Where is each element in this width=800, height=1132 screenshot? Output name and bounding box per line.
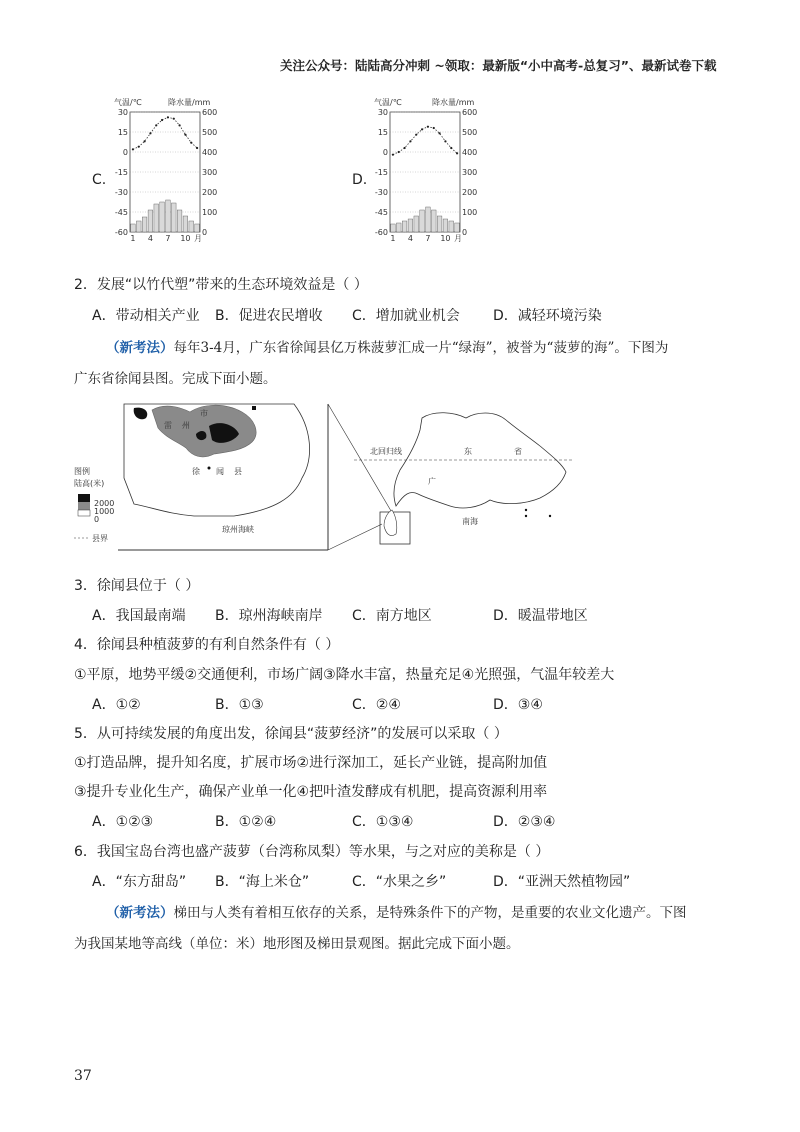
precip-tick-label: 300 [462,168,478,177]
temp-point [403,147,405,149]
map-label-xian: 县 [234,467,242,476]
map-label-sea: 南海 [462,517,478,526]
precip-tick-label: 100 [202,208,218,217]
q4-option-a[interactable]: A．①② [92,697,141,713]
q3-option-b[interactable]: B．琼州海峡南岸 [215,608,323,624]
passage-2-line-2: 为我国某地等高线（单位：米）地形图及梯田景观图。据此完成下面小题。 [74,936,520,952]
precip-bar [160,202,165,232]
precip-bar [455,223,460,232]
legend-title: 图例 [74,467,90,476]
q5-option-b[interactable]: B．①②④ [215,814,277,830]
q5-option-d[interactable]: D．②③④ [493,814,556,830]
temp-tick-label: -45 [374,208,388,217]
precip-bar [437,216,442,232]
temperature-line [133,117,197,149]
option-c-label: C. [92,172,107,188]
q3-option-a[interactable]: A．我国最南端 [92,608,186,624]
temp-point [155,124,157,126]
precip-tick-label: 200 [202,188,218,197]
precip-bar [391,224,396,232]
legend-county-line: 县界 [92,534,108,543]
q6-option-d[interactable]: D．“亚洲天然植物园” [493,874,631,890]
precip-tick-label: 300 [202,168,218,177]
precip-bar [183,216,188,232]
month-tick-label: 1 [390,234,396,243]
page-number: 37 [74,1068,92,1084]
q3-option-c[interactable]: C．南方地区 [352,608,432,624]
precip-bar [426,207,431,232]
q3-option-d[interactable]: D．暖温带地区 [493,608,588,624]
q6-option-b[interactable]: B．“海上米仓” [215,874,310,890]
temp-point [409,140,411,142]
q5-option-a[interactable]: A．①②③ [92,814,154,830]
temp-point [190,142,192,144]
precip-bar [131,224,136,232]
temp-tick-label: -30 [374,188,388,197]
q2-option-b[interactable]: B．促进农民增收 [215,308,323,324]
month-tick-label: 10 [440,234,451,243]
temp-point [138,146,140,148]
temperature-line [393,127,457,155]
legend-2000: 2000 [94,499,115,508]
temp-tick-label: 0 [382,148,388,157]
temp-point [444,140,446,142]
option-d-label: D. [352,172,368,188]
question-2-stem: 2．发展“以竹代塑”带来的生态环境效益是（ ） [74,277,368,293]
temp-point [433,127,435,129]
precip-tick-label: 400 [462,148,478,157]
precip-bar [166,200,171,232]
temp-tick-label: -45 [114,208,128,217]
precip-tick-label: 400 [202,148,218,157]
passage-1-line-2: 广东省徐闻县图。完成下面小题。 [74,371,277,387]
q2-option-c[interactable]: C．增加就业机会 [352,308,460,324]
question-4-statements: ①平原，地势平缓②交通便利，市场广阔③降水丰富，热量充足④光照强，气温年较差大 [74,667,615,683]
precip-tick-label: 0 [462,228,468,237]
temp-tick-label: -60 [374,228,388,237]
legend-0: 0 [94,515,100,524]
map-label-tropic: 北回归线 [370,447,402,456]
temp-point [167,116,169,118]
temp-tick-label: 30 [377,108,388,117]
new-method-tag: （新考法） [106,340,174,356]
map-label-lei: 雷 [164,421,172,430]
temp-tick-label: 30 [117,108,128,117]
temp-point [149,132,151,134]
question-5-statement-2: ③提升专业化生产，确保产业单一化④把叶渣发酵成有机肥，提高资源利用率 [74,784,548,800]
precip-tick-label: 500 [202,128,218,137]
precip-tick-label: 0 [202,228,208,237]
temp-point [427,126,429,128]
month-tick-label: 10 [180,234,191,243]
month-tick-label: 月 [194,234,202,243]
temp-point [178,124,180,126]
question-5-statement-1: ①打造品牌，提升知名度，扩展市场②进行深加工，延长产业链，提高附加值 [74,755,548,771]
question-5-stem: 5．从可持续发展的角度出发，徐闻县“菠萝经济”的发展可以采取（ ） [74,726,508,742]
temp-point [415,134,417,136]
q4-option-d[interactable]: D．③④ [493,697,543,713]
precip-bar [449,221,454,232]
q6-option-c[interactable]: C．“水果之乡” [352,874,447,890]
climate-chart-c [110,95,220,245]
precip-tick-label: 600 [202,108,218,117]
temp-tick-label: -30 [114,188,128,197]
temp-tick-label: -15 [114,168,128,177]
map-label-zhou: 州 [182,421,190,430]
month-tick-label: 1 [130,234,136,243]
precip-bar [148,210,153,232]
precip-bar [408,219,413,232]
map-label-xu: 徐 [192,467,200,476]
precip-bar [195,224,200,232]
map-label-wen: 闻 [216,467,224,476]
temp-point [398,151,400,153]
q4-option-b[interactable]: B．①③ [215,697,264,713]
map-label-dong: 东 [464,447,472,456]
temp-point [173,118,175,120]
q6-option-a[interactable]: A．“东方甜岛” [92,874,187,890]
temp-point [392,154,394,156]
precip-bar [414,216,419,232]
temp-axis-title: 气温/℃ [374,98,402,107]
xuwen-county-map [74,398,574,554]
map-label-strait: 琼州海峡 [222,525,254,534]
guangdong-outline [394,413,566,508]
precip-bar [171,203,176,232]
month-tick-label: 月 [454,234,462,243]
temp-point [132,148,134,150]
month-tick-label: 4 [407,234,413,243]
precip-bar [443,219,448,232]
precip-bar [142,217,147,232]
precip-axis-title: 降水量/mm [168,98,211,107]
temp-point [456,152,458,154]
temp-tick-label: -60 [114,228,128,237]
month-tick-label: 7 [165,234,171,243]
legend-subtitle: 陆高(米) [74,479,105,488]
question-6-stem: 6．我国宝岛台湾也盛产菠萝（台湾称凤梨）等水果，与之对应的美称是（ ） [74,844,550,860]
passage-1-line-1: （新考法）每年3-4月，广东省徐闻县亿万株菠萝汇成一片“绿海”，被誉为“菠萝的海”。下图为 [106,340,669,356]
new-method-tag: （新考法） [106,905,174,921]
precip-bar [402,221,407,232]
precip-tick-label: 200 [462,188,478,197]
question-3-stem: 3．徐闻县位于（ ） [74,578,200,594]
temp-tick-label: 15 [117,128,128,137]
map-label-shi: 市 [200,409,208,418]
q4-option-c[interactable]: C．②④ [352,697,401,713]
precip-tick-label: 500 [462,128,478,137]
temp-point [143,140,145,142]
temp-point [184,134,186,136]
temp-axis-title: 气温/℃ [114,98,142,107]
precip-bar [420,210,425,232]
precip-bar [431,210,436,232]
question-4-stem: 4．徐闻县种植菠萝的有利自然条件有（ ） [74,637,340,653]
temp-point [450,147,452,149]
precip-bar [189,221,194,232]
q2-option-d[interactable]: D．减轻环境污染 [493,308,602,324]
precip-bar [136,221,141,232]
climate-chart-d [370,95,480,245]
precip-tick-label: 600 [462,108,478,117]
temp-tick-label: 0 [122,148,128,157]
temp-tick-label: -15 [374,168,388,177]
q5-option-c[interactable]: C．①③④ [352,814,414,830]
page-header: 关注公众号：陆陆高分冲刺 ~领取：最新版“小中高考-总复习”、最新试卷下载 [280,58,717,73]
month-tick-label: 7 [425,234,431,243]
precip-bar [154,204,159,232]
q2-option-a[interactable]: A．带动相关产业 [92,308,200,324]
temp-tick-label: 15 [377,128,388,137]
precip-bar [177,210,182,232]
temp-point [196,147,198,149]
precip-bar [396,223,401,232]
temp-point [161,119,163,121]
precip-axis-title: 降水量/mm [432,98,475,107]
precip-tick-label: 100 [462,208,478,217]
map-label-guang: 广 [428,477,436,486]
temp-point [421,128,423,130]
passage-2-line-1: （新考法）梯田与人类有着相互依存的关系，是特殊条件下的产物，是重要的农业文化遗产。下图 [106,905,687,921]
month-tick-label: 4 [147,234,153,243]
temp-point [438,132,440,134]
legend-1000: 1000 [94,507,115,516]
map-label-sheng: 省 [514,447,522,456]
